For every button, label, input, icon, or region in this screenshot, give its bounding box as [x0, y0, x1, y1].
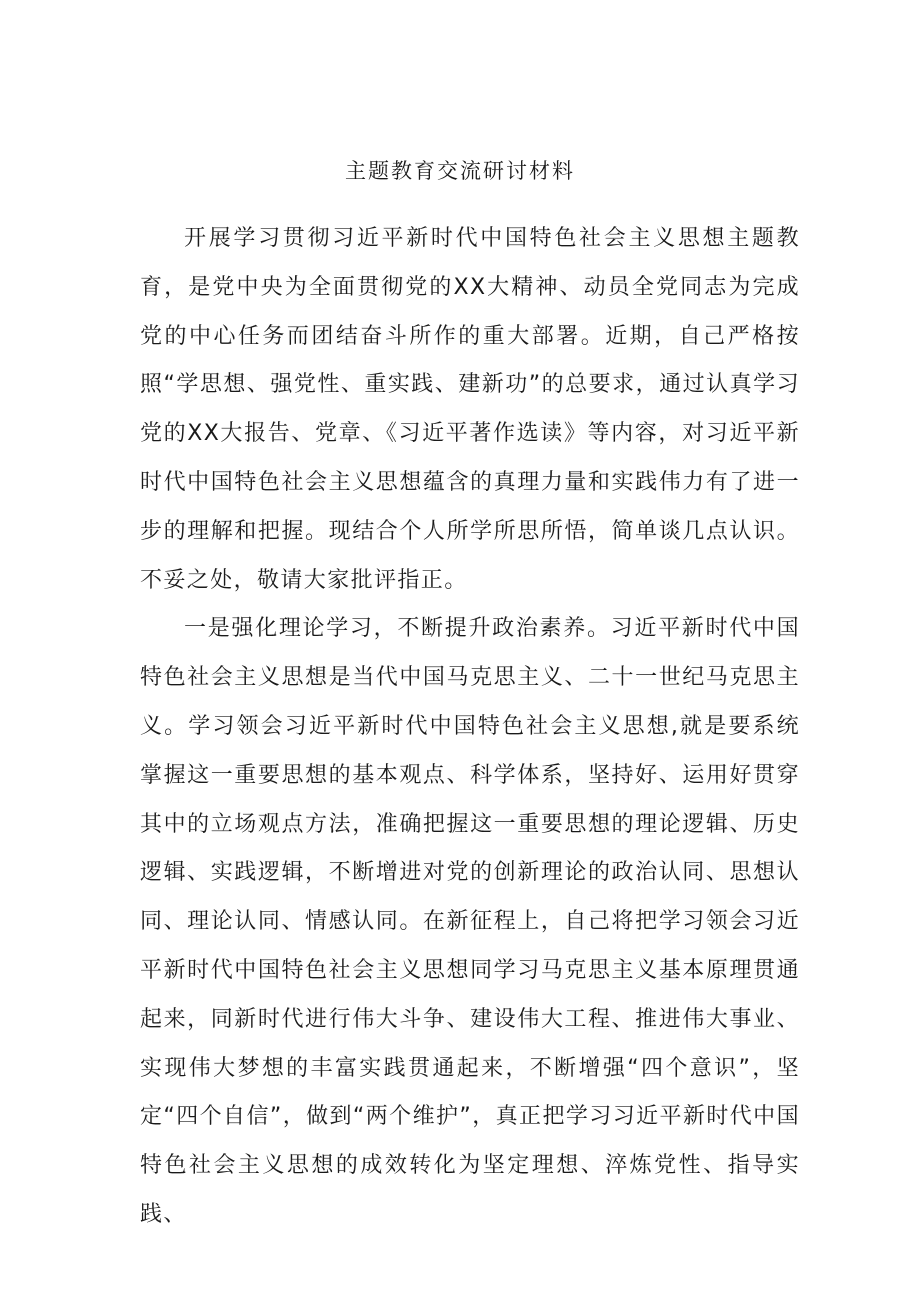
document-title: 主题教育交流研讨材料	[345, 159, 575, 183]
paragraph-intro: 开展学习贯彻习近平新时代中国特色社会主义思想主题教育，是党中央为全面贯彻党的XX大精神、动员全党同志为完成党的中心任务而团结奋斗所作的重大部署。近期，自己严格按照“学思想、强党性、重实践、建新功”的总要求，通过认真学习党的XX大报告、党章、《习近平著作选读》等内容，对习近平新时代中国特色社会主义思想蕴含的真理力量和实践伟力有了进一步的理解和把握。现结合个人所学所思所悟，简单谈几点认识。不妥之处，敬请大家批评指正。	[140, 226, 800, 593]
paragraph-point-one: 一是强化理论学习，不断提升政治素养。习近平新时代中国特色社会主义思想是当代中国马克思主义、二十一世纪马克思主义。学习领会习近平新时代中国特色社会主义思想,就是要系统掌握这一重要思想的基本观点、科学体系，坚持好、运用好贯穿其中的立场观点方法，准确把握这一重要思想的理论逻辑、历史逻辑、实践逻辑，不断增进对党的创新理论的政治认同、思想认同、理论认同、情感认同。在新征程上，自己将把学习领会习近平新时代中国特色社会主义思想同学习马克思主义基本原理贯通起来，同新时代进行伟大斗争、建设伟大工程、推进伟大事业、实现伟大梦想的丰富实践贯通起来，不断增强“四个意识”，坚定“四个自信”，做到“两个维护”，真正把学习习近平新时代中国特色社会主义思想的成效转化为坚定理想、淬炼党性、指导实践、	[140, 616, 800, 1227]
document-body	[140, 215, 800, 1240]
